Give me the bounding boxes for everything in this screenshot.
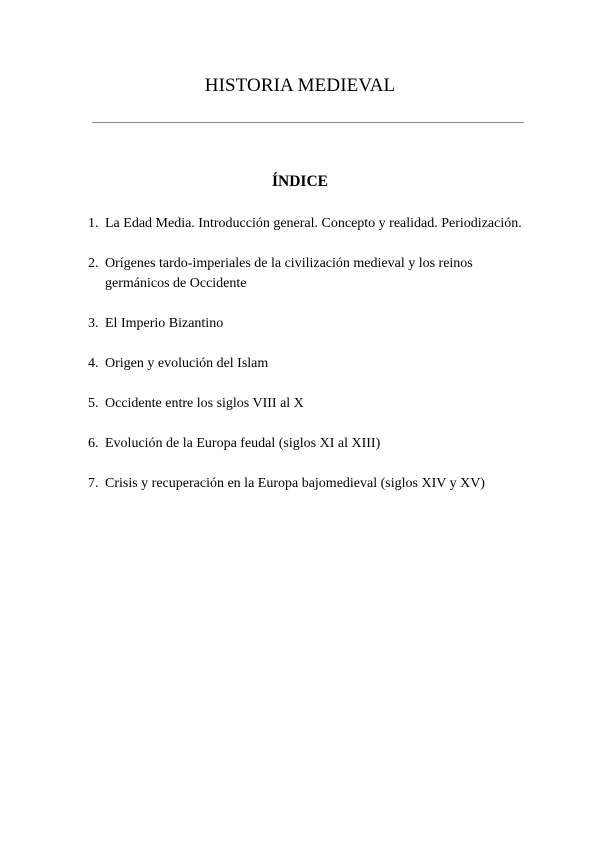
toc-item-text: El Imperio Bizantino — [105, 316, 224, 331]
toc-item-text: La Edad Media. Introducción general. Concepto y realidad. Periodización. — [105, 216, 522, 231]
toc-item-number: 6. — [88, 436, 99, 451]
index-heading: ÍNDICE — [272, 173, 328, 190]
title-divider — [92, 122, 524, 123]
toc-item-number: 1. — [88, 216, 99, 231]
toc-item-number: 4. — [88, 356, 99, 371]
table-of-contents — [88, 214, 528, 514]
toc-item — [88, 394, 528, 414]
toc-item — [88, 254, 528, 294]
toc-item-number: 2. — [88, 256, 99, 271]
toc-item-number: 5. — [88, 396, 99, 411]
toc-item — [88, 354, 528, 374]
toc-item — [88, 314, 528, 334]
toc-item-text: Evolución de la Europa feudal (siglos XI al XIII) — [105, 436, 381, 451]
toc-item-text: Occidente entre los siglos VIII al X — [105, 396, 304, 411]
toc-item — [88, 434, 528, 454]
toc-item-text: Origen y evolución del Islam — [105, 356, 269, 371]
toc-item-text: Crisis y recuperación en la Europa bajomedieval (siglos XIV y XV) — [105, 476, 485, 491]
document-title: HISTORIA MEDIEVAL — [204, 75, 396, 96]
toc-item-number: 3. — [88, 316, 99, 331]
toc-item-number: 7. — [88, 476, 99, 491]
toc-item — [88, 214, 528, 234]
toc-item-text: Orígenes tardo-imperiales de la civilización medieval y los reinos germánicos de Occidente — [105, 256, 473, 291]
toc-item — [88, 474, 528, 494]
